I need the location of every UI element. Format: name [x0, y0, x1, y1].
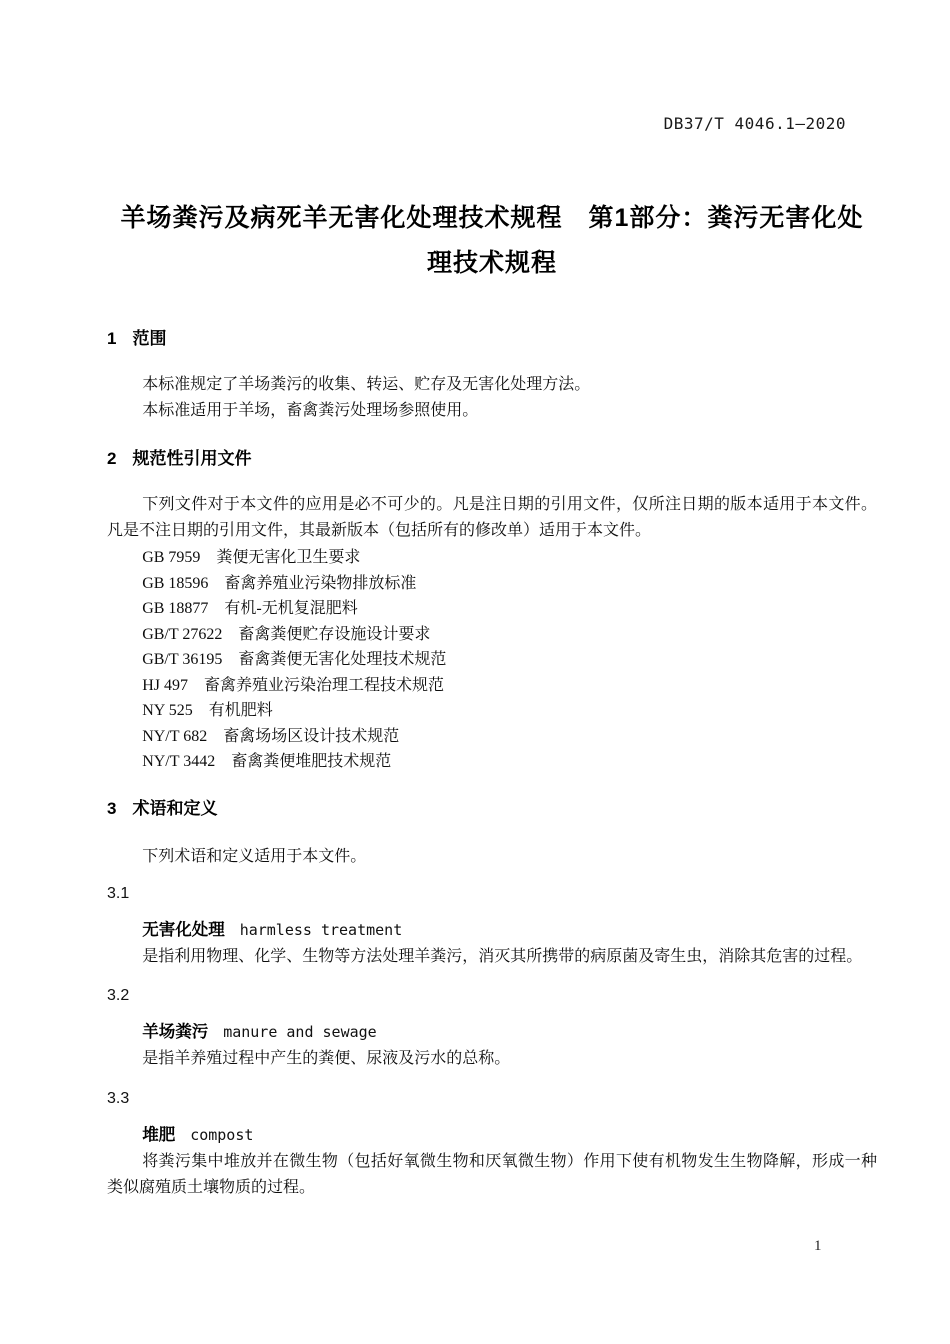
- term-entry-3-2: [107, 986, 877, 1072]
- ref-item: GB 18877 有机-无机复混肥料: [142, 600, 358, 617]
- term-line: [107, 917, 877, 944]
- doc-code: DB37/T 4046.1—2020: [663, 114, 846, 133]
- ref-item: GB 7959 粪便无害化卫生要求: [142, 549, 361, 566]
- terms-intro-paragraph: 下列术语和定义适用于本文件。: [142, 848, 367, 865]
- term-entry-3-3: [107, 1089, 877, 1200]
- scope-paragraph-1: 本标准规定了羊场粪污的收集、转运、贮存及无害化处理方法。: [142, 376, 591, 393]
- ref-item: NY 525 有机肥料: [142, 702, 273, 719]
- term-number: 3.2: [107, 987, 130, 1004]
- term-name-zh: 无害化处理: [142, 921, 225, 939]
- term-definition: 是指羊养殖过程中产生的粪便、尿液及污水的总称。: [142, 1050, 511, 1067]
- ref-item: GB/T 36195 畜禽粪便无害化处理技术规范: [142, 651, 447, 668]
- term-definition: 是指利用物理、化学、生物等方法处理羊粪污，消灭其所携带的病原菌及寄生虫，消除其危害的过程。: [142, 948, 863, 965]
- section-refs-number: 2: [107, 449, 117, 468]
- section-terms-title: 术语和定义: [132, 799, 218, 818]
- page-number: 1: [814, 1238, 822, 1254]
- term-line: [107, 1019, 877, 1046]
- section-scope-body: [107, 372, 877, 423]
- section-terms-intro: [107, 844, 877, 870]
- ref-item: GB/T 27622 畜禽粪便贮存设施设计要求: [142, 625, 431, 643]
- term-name-zh: 羊场粪污: [142, 1023, 209, 1041]
- section-refs-title: 规范性引用文件: [132, 449, 252, 468]
- term-definition: 将粪污集中堆放并在微生物（包括好氧微生物和厌氧微生物）作用下使有机物发生生物降解，形成一种类似腐殖质土壤物质的过程。: [107, 1153, 877, 1196]
- section-terms-heading: [107, 798, 877, 820]
- term-name-zh: 堆肥: [142, 1126, 176, 1144]
- section-refs-heading: [107, 448, 877, 470]
- term-name-en: manure and sewage: [223, 1023, 377, 1041]
- ref-item: NY/T 682 畜禽场场区设计技术规范: [142, 727, 400, 745]
- section-terms-number: 3: [107, 799, 117, 818]
- refs-intro-paragraph: 下列文件对于本文件的应用是必不可少的。凡是注日期的引用文件，仅所注日期的版本适用于本文件。凡是不注日期的引用文件，其最新版本（包括所有的修改单）适用于本文件。: [107, 496, 877, 539]
- section-refs-intro: [107, 492, 877, 543]
- section-scope-title: 范围: [132, 329, 167, 348]
- document-title-line2: 理技术规程: [426, 249, 557, 277]
- section-scope-number: 1: [107, 329, 117, 348]
- ref-item: HJ 497 畜禽养殖业污染治理工程技术规范: [142, 676, 444, 694]
- document-title: [107, 196, 877, 286]
- term-line: [107, 1122, 877, 1149]
- section-scope-heading: [107, 328, 877, 350]
- ref-item: GB 18596 畜禽养殖业污染物排放标准: [142, 574, 417, 592]
- term-entry-3-1: [107, 884, 877, 970]
- term-name-en: harmless treatment: [239, 921, 403, 939]
- scope-paragraph-2: 本标准适用于羊场，畜禽粪污处理场参照使用。: [142, 401, 479, 419]
- term-name-en: compost: [190, 1126, 254, 1144]
- refs-list: [107, 545, 877, 775]
- term-number: 3.1: [107, 885, 130, 902]
- document-title-line1: 羊场粪污及病死羊无害化处理技术规程 第1部分：粪污无害化处: [120, 204, 864, 232]
- ref-item: NY/T 3442 畜禽粪便堆肥技术规范: [142, 753, 392, 770]
- term-number: 3.3: [107, 1090, 130, 1107]
